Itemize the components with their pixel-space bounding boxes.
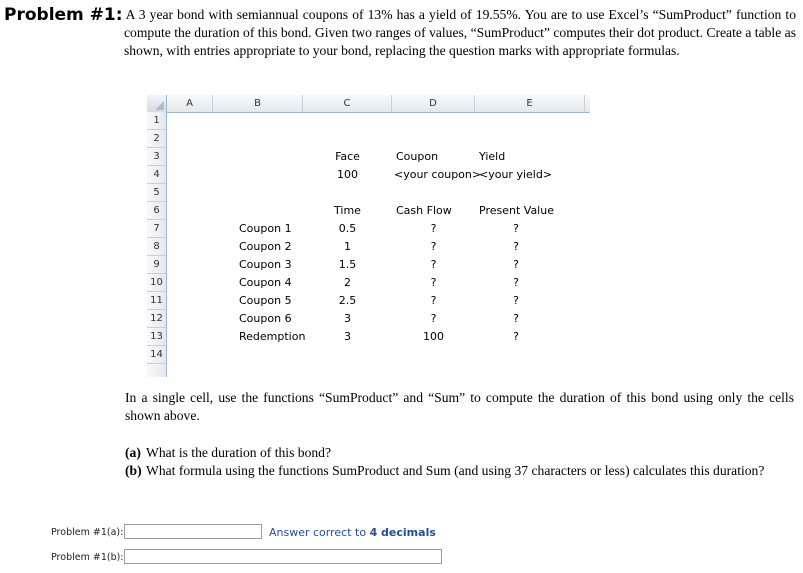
cell-b13: Redemption xyxy=(239,330,306,343)
cell-d3: Coupon xyxy=(396,150,439,163)
cell-e13: ? xyxy=(513,330,519,343)
column-header-c: C xyxy=(303,95,392,112)
row-header: 6 xyxy=(147,202,166,220)
cell-c8: 1 xyxy=(344,240,351,253)
row-header: 2 xyxy=(147,130,166,148)
row-header: 3 xyxy=(147,148,166,166)
question-b xyxy=(125,462,794,480)
question-a-label: (a) xyxy=(125,445,141,460)
answer-a-label: Problem #1(a): xyxy=(51,527,124,538)
cell-b9: Coupon 3 xyxy=(239,258,292,271)
spreadsheet-image xyxy=(147,95,590,377)
question-a-text: What is the duration of this bond? xyxy=(146,445,331,460)
problem-title: Problem #1: xyxy=(4,5,123,25)
cell-c7: 0.5 xyxy=(338,222,357,235)
cell-c12: 3 xyxy=(344,312,351,325)
cell-e4: <your yield> xyxy=(479,168,553,181)
column-header-d: D xyxy=(392,95,475,112)
cell-b8: Coupon 2 xyxy=(239,240,292,253)
cell-c13: 3 xyxy=(344,330,351,343)
row-header: 4 xyxy=(147,166,166,184)
column-header-a: A xyxy=(167,95,213,112)
cell-e9: ? xyxy=(513,258,519,271)
cell-c11: 2.5 xyxy=(338,294,357,307)
question-a xyxy=(125,444,794,462)
question-b-label: (b) xyxy=(125,463,142,479)
cell-d13: 100 xyxy=(423,330,444,343)
row-header: 13 xyxy=(147,328,166,346)
problem-text: A 3 year bond with semiannual coupons of 13% has a yield of 19.55%. You are to use Excel’s “SumProduct” function to compute the duration of this bond. Given two ranges of values, “SumProduct” computes their dot product. Create a table as shown, with entries appropriate to your bond, replacing the question marks with appropriate formulas. xyxy=(124,7,796,59)
cell-e8: ? xyxy=(513,240,519,253)
answer-a-input[interactable] xyxy=(124,524,262,539)
select-all-corner xyxy=(147,95,167,112)
row-header-bar xyxy=(147,112,167,377)
row-header: 10 xyxy=(147,274,166,292)
cell-b7: Coupon 1 xyxy=(239,222,292,235)
answer-precision-note xyxy=(269,526,436,539)
note-prefix: Answer correct to xyxy=(269,526,370,539)
row-header: 1 xyxy=(147,112,166,130)
note-bold: 4 decimals xyxy=(369,526,436,539)
cell-e10: ? xyxy=(513,276,519,289)
question-b-text: What formula using the functions SumProduct and Sum (and using 37 characters or less) calculates this duration? xyxy=(146,463,765,479)
problem-statement xyxy=(4,6,796,61)
cell-d7: ? xyxy=(430,222,437,235)
cell-b11: Coupon 5 xyxy=(239,294,292,307)
row-header: 14 xyxy=(147,346,166,364)
cell-e7: ? xyxy=(513,222,519,235)
cell-b10: Coupon 4 xyxy=(239,276,292,289)
cell-d6: Cash Flow xyxy=(396,204,452,217)
row-header: 11 xyxy=(147,292,166,310)
cell-d12: ? xyxy=(430,312,437,325)
column-header-e: E xyxy=(475,95,585,112)
questions xyxy=(125,444,794,480)
cell-d4: <your coupon> xyxy=(394,168,482,181)
row-header: 5 xyxy=(147,184,166,202)
cell-d10: ? xyxy=(430,276,437,289)
cell-e12: ? xyxy=(513,312,519,325)
cell-c10: 2 xyxy=(344,276,351,289)
row-header: 9 xyxy=(147,256,166,274)
cell-d9: ? xyxy=(430,258,437,271)
cell-e3: Yield xyxy=(479,150,506,163)
cell-e6: Present Value xyxy=(479,204,554,217)
cell-c9: 1.5 xyxy=(338,258,357,271)
cell-d11: ? xyxy=(430,294,437,307)
cell-d8: ? xyxy=(430,240,437,253)
row-header: 8 xyxy=(147,238,166,256)
row-header: 12 xyxy=(147,310,166,328)
column-header-bar xyxy=(147,95,590,113)
cell-c6: Time xyxy=(334,204,361,217)
cell-c3: Face xyxy=(335,150,360,163)
cell-b12: Coupon 6 xyxy=(239,312,292,325)
cell-c4: 100 xyxy=(337,168,358,181)
cell-e11: ? xyxy=(513,294,519,307)
answer-b-input[interactable] xyxy=(124,549,442,564)
column-header-b: B xyxy=(213,95,303,112)
instructions-text: In a single cell, use the functions “SumProduct” and “Sum” to compute the duration of this bond using only the cells shown above. xyxy=(125,390,794,424)
row-header: 7 xyxy=(147,220,166,238)
answer-b-label: Problem #1(b): xyxy=(51,552,124,563)
